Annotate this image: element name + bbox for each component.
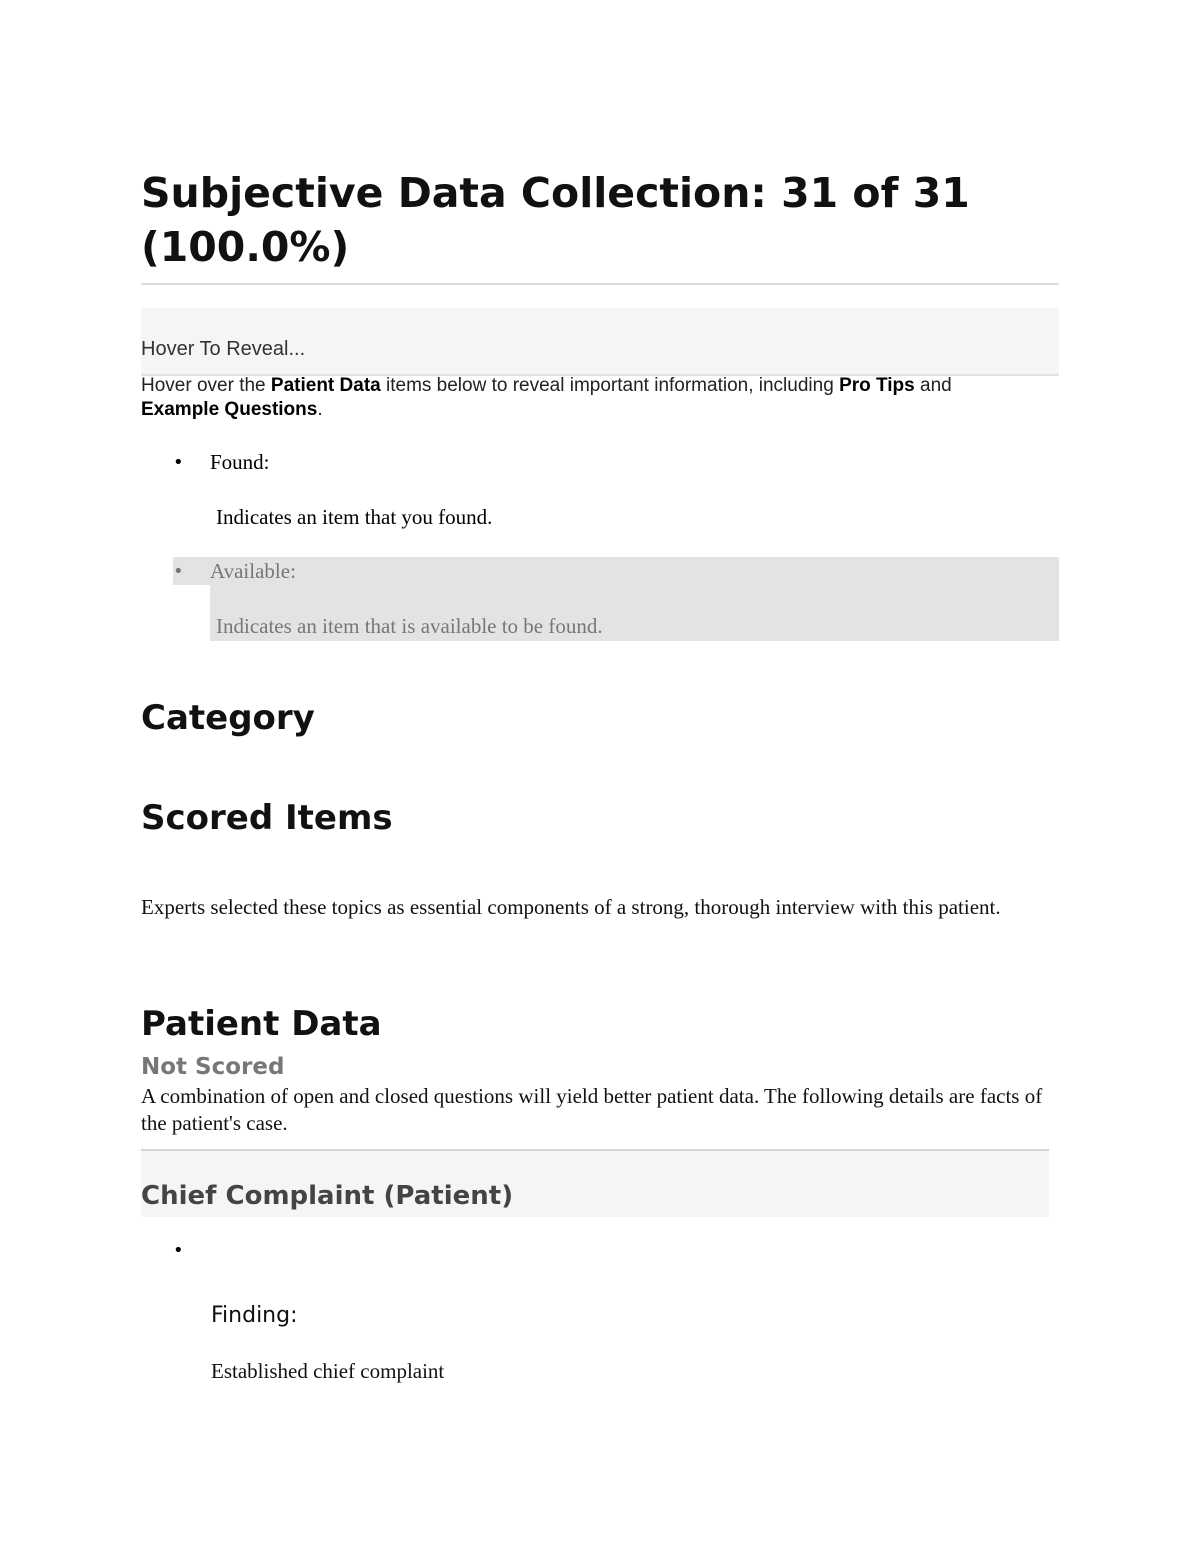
desc-and: and <box>914 375 952 396</box>
desc-patient-data: Patient Data <box>270 375 381 396</box>
bullet-icon: • <box>173 1240 184 1261</box>
desc-end: . <box>317 399 323 420</box>
desc-example-questions: Example Questions <box>141 399 318 420</box>
scored-items-heading: Scored Items <box>141 798 393 838</box>
patient-data-description: A combination of open and closed questions will yield better patient data. The following details are facts of the patient's case. <box>141 1084 1043 1135</box>
scored-items-description: Experts selected these topics as essential components of a strong, thorough interview with this patient. <box>141 895 1001 919</box>
hover-instructions <box>141 374 961 422</box>
page-title: Subjective Data Collection: 31 of 31 (100.0%) <box>141 169 970 271</box>
title-divider <box>141 283 1059 285</box>
finding-value[interactable]: Established chief complaint <box>211 1359 445 1383</box>
hover-to-reveal-panel[interactable] <box>141 308 1059 376</box>
desc-prefix: Hover over the <box>141 375 271 396</box>
category-heading: Category <box>141 698 315 738</box>
not-scored-label: Not Scored <box>141 1054 285 1080</box>
bullet-icon: • <box>173 452 184 473</box>
legend-available-text: Indicates an item that is available to be found. <box>216 614 603 638</box>
legend-available-label: Available: <box>210 559 296 583</box>
hover-panel-title: Hover To Reveal... <box>141 338 306 360</box>
finding-label: Finding: <box>211 1303 298 1328</box>
legend-found-label: Found: <box>210 450 270 474</box>
chief-complaint-title: Chief Complaint (Patient) <box>141 1181 514 1211</box>
desc-pro-tips: Pro Tips <box>839 375 915 396</box>
patient-data-heading: Patient Data <box>141 1004 382 1044</box>
chief-complaint-header[interactable] <box>141 1149 1049 1217</box>
legend-found-text: Indicates an item that you found. <box>216 505 493 529</box>
desc-middle: items below to reveal important information, including <box>380 375 840 396</box>
bullet-icon: • <box>173 561 184 582</box>
legend-found <box>173 448 1059 540</box>
legend-available <box>173 557 1059 641</box>
